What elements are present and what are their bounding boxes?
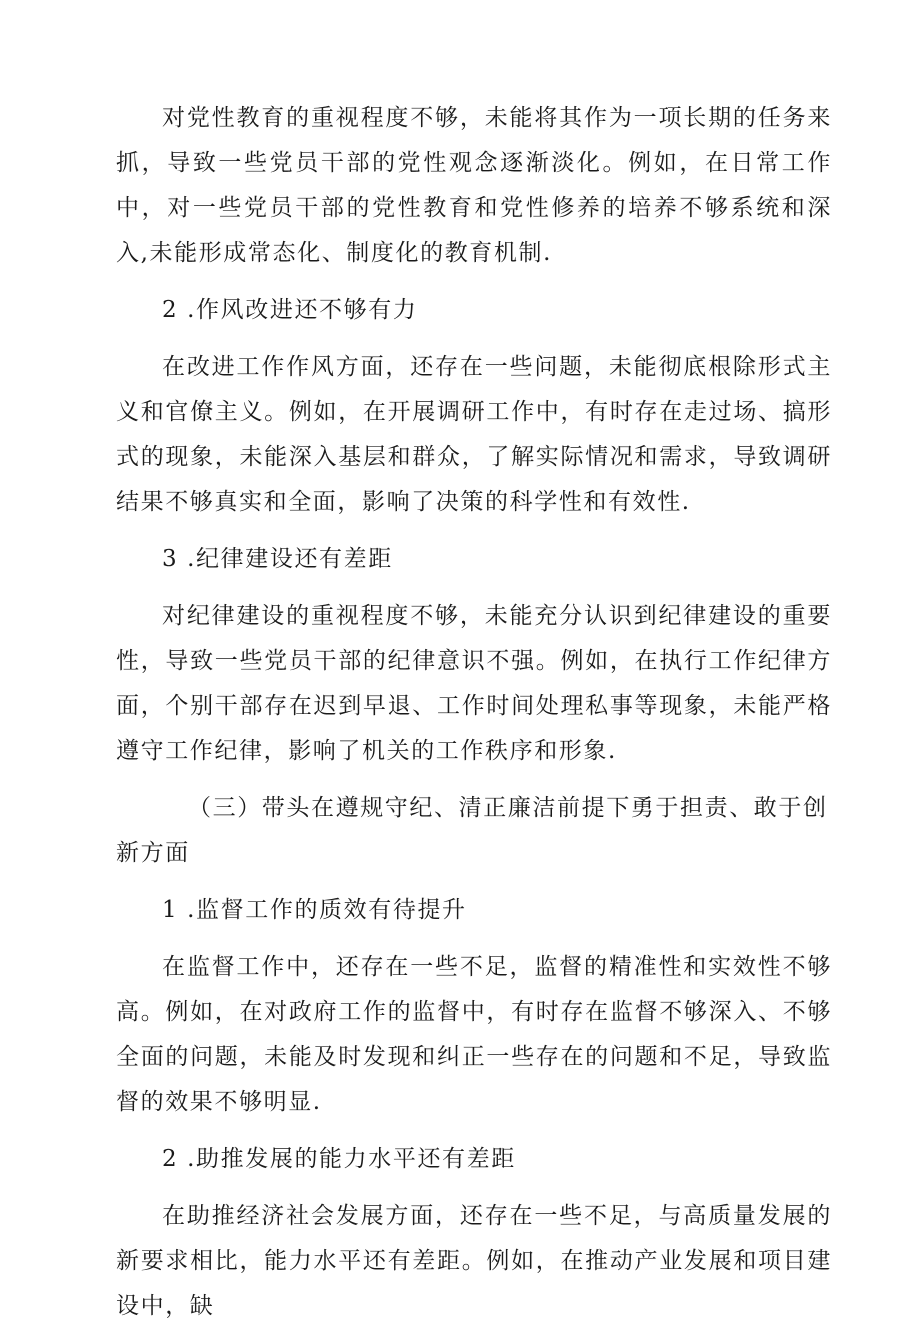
subheading: 2 .作风改进还不够有力 bbox=[162, 297, 418, 323]
subheading: 1 .监督工作的质效有待提升 bbox=[162, 897, 467, 923]
paragraph: 对纪律建设的重视程度不够，未能充分认识到纪律建设的重要性，导致一些党员干部的纪律意识不强。例如，在执行工作纪律方面，个别干部存在迟到早退、工作时间处理私事等现象，未能严格遵守工作纪律，影响了机关的工作秩序和形象. bbox=[116, 603, 832, 764]
paragraph: 在改进工作作风方面，还存在一些问题，未能彻底根除形式主义和官僚主义。例如，在开展调研工作中，有时存在走过场、搞形式的现象，未能深入基层和群众，了解实际情况和需求，导致调研结果不够真实和全面，影响了决策的科学性和有效性. bbox=[116, 354, 832, 515]
paragraph: 对党性教育的重视程度不够，未能将其作为一项长期的任务来抓，导致一些党员干部的党性观念逐渐淡化。例如，在日常工作中，对一些党员干部的党性教育和党性修养的培养不够系统和深入,未能形成常态化、制度化的教育机制. bbox=[116, 105, 832, 266]
subheading: 3 .纪律建设还有差距 bbox=[162, 546, 393, 572]
paragraph: 在监督工作中，还存在一些不足，监督的精准性和实效性不够高。例如，在对政府工作的监督中，有时存在监督不够深入、不够全面的问题，未能及时发现和纠正一些存在的问题和不足，导致监督的效果不够明显. bbox=[116, 954, 832, 1115]
subheading: 2 .助推发展的能力水平还有差距 bbox=[162, 1146, 516, 1172]
paragraph: 在助推经济社会发展方面，还存在一些不足，与高质量发展的新要求相比，能力水平还有差距。例如，在推动产业发展和项目建设中，缺 bbox=[116, 1203, 832, 1319]
document-page bbox=[116, 96, 832, 1329]
section-heading: （三）带头在遵规守纪、清正廉洁前提下勇于担责、敢于创新方面 bbox=[116, 795, 828, 866]
